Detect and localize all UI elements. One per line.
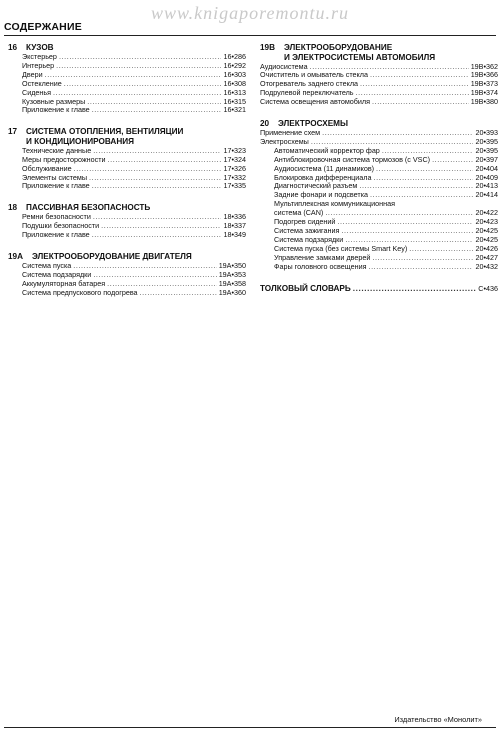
entry-label: Элементы системы	[22, 172, 87, 182]
page-number: 20•413	[475, 181, 498, 191]
page-number: 19В•373	[470, 79, 498, 89]
page-number: 20•427	[475, 252, 498, 262]
toc-entry[interactable]	[260, 263, 498, 272]
toc-section	[8, 252, 246, 298]
section-title-line: И КОНДИЦИОНИРОВАНИЯ	[26, 136, 135, 146]
dot-leader	[356, 89, 469, 98]
toc-section	[8, 203, 246, 240]
dot-leader	[93, 213, 222, 222]
page-number: 20•426	[475, 243, 498, 253]
toc-section	[260, 119, 498, 272]
dot-leader	[370, 71, 469, 80]
page-number: 19В•380	[470, 97, 498, 107]
page-number: 20•404	[475, 163, 498, 173]
page-number: 20•393	[475, 128, 498, 138]
dot-leader	[92, 106, 222, 115]
page-number: 16•315	[223, 96, 246, 106]
section-title-line: ЭЛЕКТРООБОРУДОВАНИЕ ДВИГАТЕЛЯ	[32, 252, 192, 262]
dot-leader	[353, 284, 477, 293]
toc-section	[8, 127, 246, 191]
section-number: 19В	[260, 43, 276, 52]
entry-label: Система подзарядки	[274, 234, 344, 244]
toc-entry[interactable]	[22, 53, 246, 62]
entry-label: Сиденья	[22, 87, 52, 97]
dot-leader	[409, 245, 473, 254]
toc-entry[interactable]	[22, 62, 246, 71]
dot-leader	[337, 218, 473, 227]
page-number: 20•432	[475, 261, 498, 271]
section-number: 16	[8, 43, 18, 52]
entry-label: Система пуска	[22, 261, 72, 271]
page-number: 20•409	[475, 172, 498, 182]
toc-entry[interactable]	[22, 289, 246, 298]
page-number: 20•414	[475, 190, 498, 200]
section-title-line: СИСТЕМА ОТОПЛЕНИЯ, ВЕНТИЛЯЦИИ	[26, 127, 184, 137]
page-number: 19А•353	[218, 270, 246, 279]
section-heading	[260, 43, 498, 62]
dot-leader	[368, 263, 473, 272]
entry-list	[22, 53, 246, 115]
dot-leader	[92, 231, 222, 240]
dot-leader	[359, 182, 473, 191]
glossary-label: ТОЛКОВЫЙ СЛОВАРЬ	[260, 283, 351, 293]
entry-label: Подогрев сидений	[274, 217, 336, 227]
section-title-line: КУЗОВ	[26, 43, 54, 52]
section-title	[284, 43, 435, 62]
entry-label: Система освещения автомобиля	[260, 97, 370, 107]
entry-label: Система зажигания	[274, 226, 340, 235]
entry-label: Очиститель и омыватель стекла	[260, 70, 368, 80]
page-number: 19В•374	[470, 88, 498, 98]
page-number: С•436	[478, 283, 498, 293]
page-number: 20•425	[475, 234, 498, 244]
page-number: 16•292	[223, 60, 246, 70]
dot-leader	[45, 71, 222, 80]
entry-label: Антиблокировочная система тормозов (с VSC)	[274, 154, 431, 164]
section-number: 18	[8, 203, 18, 213]
entry-label: Двери	[22, 69, 43, 79]
dot-leader	[73, 262, 216, 271]
entry-label: Задние фонари и подсветка	[274, 190, 369, 200]
dot-leader	[59, 53, 222, 62]
left-column	[8, 43, 246, 310]
entry-label: Аудиосистема (11 динамиков)	[274, 163, 375, 173]
toc-entry[interactable]	[22, 106, 246, 115]
publisher-credit: Издательство «Монолит»	[394, 715, 482, 724]
section-number: 17	[8, 127, 18, 137]
page-number: 17•323	[223, 145, 246, 155]
page-number: 17•326	[223, 163, 246, 173]
footer-rule	[4, 727, 496, 728]
dot-leader	[360, 80, 469, 89]
entry-label: Система предпускового подогрева	[22, 287, 138, 297]
entry-label: Система подзарядки	[22, 270, 92, 279]
dot-leader	[374, 174, 474, 183]
entry-list	[22, 147, 246, 192]
watermark-logo: www.knigaporemontu.ru	[150, 3, 349, 23]
dot-leader	[93, 147, 221, 156]
section-title	[26, 127, 183, 146]
dot-leader	[372, 254, 473, 263]
section-number: 20	[260, 119, 270, 129]
dot-leader	[87, 98, 221, 107]
entry-label: Меры предосторожности	[22, 154, 106, 164]
page-number: 16•286	[223, 52, 246, 61]
section-title-line: ЭЛЕКТРООБОРУДОВАНИЕ	[284, 43, 393, 52]
entry-label: Аудиосистема	[260, 61, 308, 71]
toc-section	[8, 43, 246, 115]
page-number: 20•422	[475, 208, 498, 218]
toc-entry[interactable]	[22, 80, 246, 89]
entry-list	[22, 262, 246, 298]
right-column	[260, 43, 498, 293]
entry-label: Приложение к главе	[22, 105, 90, 115]
section-title-line: И ЭЛЕКТРОСИСТЕМЫ АВТОМОБИЛЯ	[284, 52, 436, 62]
section-number: 19А	[8, 252, 24, 262]
section-title-line: ЭЛЕКТРОСХЕМЫ	[278, 119, 349, 129]
page-number: 16•321	[223, 105, 246, 115]
toc-entry[interactable]	[22, 231, 246, 240]
page-title: СОДЕРЖАНИЕ	[4, 21, 82, 33]
entry-label: Мультиплексная коммуникационная	[274, 199, 395, 209]
title-rule	[4, 35, 496, 36]
page-number: 16•313	[223, 87, 246, 97]
entry-label: Обслуживание	[22, 163, 72, 173]
entry-label: система (CAN)	[274, 208, 324, 218]
toc-section	[260, 43, 498, 107]
entry-label: Приложение к главе	[22, 181, 90, 191]
dot-leader	[92, 182, 222, 191]
entry-label: Технические данные	[22, 145, 92, 155]
dot-leader	[432, 156, 473, 165]
entry-label: Аккумуляторная батарея	[22, 278, 106, 288]
entry-label: Применение схем	[260, 128, 321, 138]
page-number: 18•336	[223, 212, 246, 222]
page-number: 19В•362	[470, 61, 498, 71]
dot-leader	[101, 222, 221, 231]
entry-label: Система пуска (без системы Smart Key)	[274, 243, 408, 253]
dot-leader	[93, 271, 216, 280]
entry-label: Ремни безопасности	[22, 212, 91, 222]
entry-label: Диагностический разъем	[274, 181, 358, 191]
page-number: 16•308	[223, 78, 246, 88]
entry-label: Автоматический корректор фар	[274, 145, 380, 155]
entry-label: Электросхемы	[260, 136, 309, 146]
section-heading	[8, 127, 246, 146]
page-number: 18•337	[223, 221, 246, 231]
entry-label: Блокировка дифференциала	[274, 172, 372, 182]
section-title-line: ПАССИВНАЯ БЕЗОПАСНОСТЬ	[26, 203, 151, 213]
entry-label: Приложение к главе	[22, 230, 90, 240]
dot-leader	[322, 129, 473, 138]
entry-label: Подушки безопасности	[22, 221, 100, 231]
entry-label: Отогреватель заднего стекла	[260, 79, 359, 89]
dot-leader	[74, 165, 222, 174]
page-number: 17•324	[223, 154, 246, 164]
dot-leader	[89, 174, 221, 183]
dot-leader	[108, 156, 222, 165]
page-number: 16•303	[223, 69, 246, 79]
entry-label: Кузовные размеры	[22, 96, 86, 106]
entry-label: Экстерьер	[22, 52, 57, 61]
dot-leader	[325, 209, 473, 218]
page-number: 17•332	[223, 172, 246, 182]
page-number: 19А•360	[218, 287, 246, 297]
entry-label: Остекление	[22, 78, 62, 88]
entry-label: Интерьер	[22, 60, 55, 70]
page-number: 19А•358	[218, 278, 246, 288]
page-number: 20•425	[475, 226, 498, 235]
entry-list	[260, 63, 498, 108]
page-number: 20•397	[475, 154, 498, 164]
page-number: 19В•366	[470, 70, 498, 80]
toc-entry[interactable]	[22, 182, 246, 191]
page-number: 20•395	[475, 145, 498, 155]
dot-leader	[56, 62, 221, 71]
page-number: 18•349	[223, 230, 246, 240]
toc-entry[interactable]	[260, 98, 498, 107]
entry-list	[260, 129, 498, 272]
entry-list	[22, 213, 246, 240]
entry-label: Подрулевой переключатель	[260, 88, 354, 98]
entry-label: Фары головного освещения	[274, 261, 367, 271]
dot-leader	[372, 98, 469, 107]
page-number: 20•423	[475, 217, 498, 227]
dot-leader	[341, 227, 473, 236]
dot-leader	[140, 289, 217, 298]
page-number: 19А•350	[218, 261, 246, 271]
page-number: 17•335	[223, 181, 246, 191]
dot-leader	[376, 165, 473, 174]
glossary-entry[interactable]	[260, 284, 498, 293]
dot-leader	[64, 80, 222, 89]
page-number: 20•395	[475, 136, 498, 146]
entry-label: Управление замками дверей	[274, 252, 371, 262]
